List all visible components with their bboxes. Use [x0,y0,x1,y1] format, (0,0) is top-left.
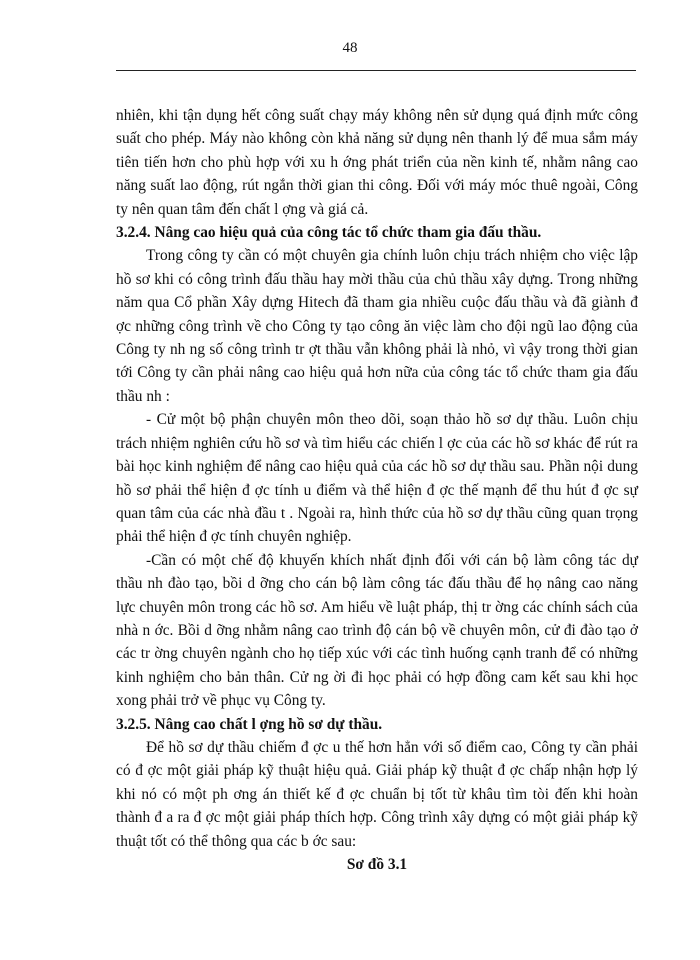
header-rule [116,70,636,71]
diagram-caption: Sơ đồ 3.1 [346,856,408,873]
page-number: 48 [342,40,358,56]
section-heading-3-2-5: 3.2.5. Nâng cao chất l ợng hồ sơ dự thầu. [116,715,383,733]
paragraph-bidding-specialist: Trong công ty cần có một chuyên gia chính luôn chịu trách nhiệm cho việc lập hồ sơ khi có công trình đấu thầu hay mời thầu của chủ thầu xây dựng. Trong những năm qua Cổ phần Xây dựng Hitech đã tham gia nhiều cuộc đấu thầu và đã giành đ ợc những công trình về cho Công ty tạo công ăn việc làm cho đội ngũ lao động của Công ty nh ng số công trình tr ợt thầu vẫn không phải là nhỏ, vì vậy trong thời gian tới Công ty cần phải nâng cao hiệu quả hơn nữa của công tác tổ chức tham gia đấu thầu nh : [116,247,638,405]
paragraph-technical-solution: Để hồ sơ dự thầu chiếm đ ợc u thế hơn hẳn với số điểm cao, Công ty cần phải có đ ợc một giải pháp kỹ thuật hiệu quả. Giải pháp kỹ thuật đ ợc chấp nhận hợp lý khi nó có một ph ơng án thiết kế đ ợc chuẩn bị tốt từ khâu tìm tòi đến khi hoàn thành đ a ra đ ợc một giải pháp thích hợp. Công trình xây dựng có một giải pháp kỹ thuật tốt có thể thông qua các b ớc sau: [116,738,638,850]
paragraph-machinery-continued: nhiên, khi tận dụng hết công suất chạy máy không nên sử dụng quá định mức công suất cho phép. Máy nào không còn khả năng sử dụng nên thanh lý để mua sắm máy tiên tiến hơn cho phù hợp với xu h ớng phát triển của nền kinh tế, nhằm nâng cao năng suất lao động, rút ngắn thời gian thi công. Đối với máy móc thuê ngoài, Công ty nên quan tâm đến chất l ợng và giá cả. [116,107,638,218]
page-content [116,104,638,876]
paragraph-bullet-incentives: -Cần có một chế độ khuyến khích nhất định đối với cán bộ làm công tác dự thầu nh đào tạo, bồi d ỡng cho cán bộ làm công tác đấu thầu để họ nâng cao năng lực chuyên môn trong các hồ sơ. Am hiểu về luật pháp, thị tr ờng các chính sách của nhà n ớc. Bồi d ỡng nhằm nâng cao trình độ cán bộ về chuyên môn, cử đi đào tạo ở các tr ờng chuyên ngành cho họ tiếp xúc với các tình huống cạnh tranh để có những kinh nghiệm cho bản thân. Cử ng ời đi học phải có hợp đồng cam kết sau khi học xong phải trở về phục vụ Công ty. [116,551,638,710]
section-heading-3-2-4: 3.2.4. Nâng cao hiệu quả của công tác tổ chức tham gia đấu thầu. [116,224,542,242]
paragraph-bullet-dedicated-team: - Cử một bộ phận chuyên môn theo dõi, soạn thảo hồ sơ dự thầu. Luôn chịu trách nhiệm nghiên cứu hồ sơ và tìm hiểu các chiến l ợc của các hồ sơ khác để rút ra bài học kinh nghiệm để nâng cao hiệu quả của các hồ sơ dự thầu sau. Phần nội dung hồ sơ phải thể hiện đ ợc tính u điểm và thể hiện đ ợc thế mạnh để thu hút đ ợc sự quan tâm của các nhà đầu t . Ngoài ra, hình thức của hồ sơ dự thầu cũng quan trọng phải thể hiện đ ợc tính chuyên nghiệp. [116,411,638,546]
